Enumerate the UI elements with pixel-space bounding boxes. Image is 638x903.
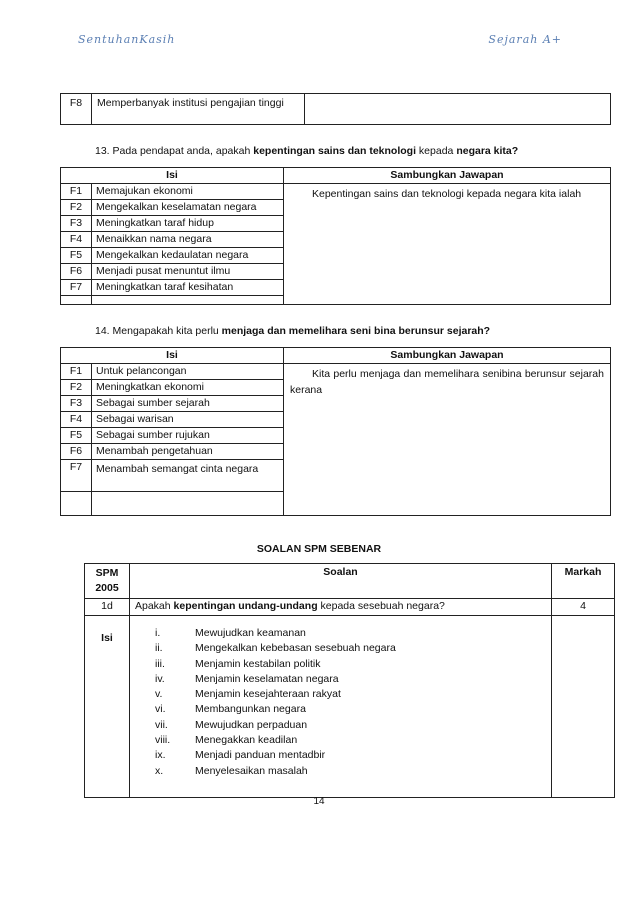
question-13 [95, 145, 518, 157]
table-row [61, 364, 611, 380]
row-text: Menaikkan nama negara [92, 232, 284, 248]
row-code: F7 [61, 280, 92, 296]
answer-list [130, 616, 552, 798]
row-text: Sebagai sumber rujukan [92, 428, 284, 444]
table-row [61, 184, 611, 200]
row-text: Sebagai sumber sejarah [92, 396, 284, 412]
q13-table [60, 167, 611, 305]
q13-bold1: kepentingan sains dan teknologi [253, 145, 417, 157]
f8-table [60, 93, 611, 125]
col-isi-header: Isi [61, 348, 284, 364]
q13-bold2: negara kita? [456, 145, 519, 157]
list-item: iv. Menjamin keselamatan negara [155, 672, 339, 685]
row-code: F3 [61, 216, 92, 232]
list-item: ii. Mengekalkan kebebasan sesebuah negara [155, 642, 396, 655]
col-jawapan-header: Sambungkan Jawapan [284, 348, 611, 364]
row-code: F6 [61, 264, 92, 280]
row-code: F3 [61, 396, 92, 412]
row-code: F2 [61, 200, 92, 216]
row-code: F4 [61, 412, 92, 428]
answer-cell: Kita perlu menjaga dan memelihara senibina berunsur sejarah kerana [284, 364, 611, 516]
row-code: F1 [61, 184, 92, 200]
row-code: F6 [61, 444, 92, 460]
q14-bold1: menjaga dan memelihara seni bina berunsur sejarah? [221, 325, 491, 337]
question-number: 1d [85, 599, 130, 616]
q13-middle: kepada [416, 145, 457, 157]
list-item: i. Mewujudkan keamanan [155, 627, 306, 639]
q13-prefix: 13. Pada pendapat anda, apakah [95, 145, 254, 157]
q14-table [60, 347, 611, 516]
question-14 [95, 325, 490, 337]
row-code: F5 [61, 248, 92, 264]
q-suffix: kepada sesebuah negara? [317, 600, 445, 612]
row-text: Mengekalkan keselamatan negara [92, 200, 284, 216]
row-code: F1 [61, 364, 92, 380]
question-row [85, 599, 615, 616]
page-number: 14 [313, 796, 325, 807]
row-text: Meningkatkan taraf kesihatan [92, 280, 284, 296]
col-jawapan-header: Sambungkan Jawapan [284, 168, 611, 184]
question-text [130, 599, 552, 616]
isi-label: Isi [85, 616, 130, 798]
row-text: Sebagai warisan [92, 412, 284, 428]
list-item: vi. Membangunkan negara [155, 703, 306, 716]
list-item: v. Menjamin kesejahteraan rakyat [155, 688, 341, 701]
answer-row [85, 616, 615, 798]
row-code: F4 [61, 232, 92, 248]
answer-markah [552, 616, 615, 798]
row-text: Memperbanyak institusi pengajian tinggi [92, 94, 305, 125]
spm-table [84, 563, 615, 798]
row-text: Menjadi pusat menuntut ilmu [92, 264, 284, 280]
list-item: ix. Menjadi panduan mentadbir [155, 749, 326, 762]
answer-cell: Kepentingan sains dan teknologi kepada negara kita ialah [284, 184, 611, 305]
row-text: Meningkatkan ekonomi [92, 380, 284, 396]
row-answer [305, 94, 611, 125]
q14-prefix: 14. Mengapakah kita perlu [95, 325, 222, 337]
col-soalan-header: Soalan [130, 564, 552, 599]
row-text: Menambah pengetahuan [92, 444, 284, 460]
list-item: iii. Menjamin kestabilan politik [155, 657, 321, 670]
table-row [61, 94, 611, 125]
row-text: Untuk pelancongan [92, 364, 284, 380]
header-left: SentuhanKasih [78, 33, 176, 46]
question-markah: 4 [552, 599, 615, 616]
list-item: x. Menyelesaikan masalah [155, 764, 308, 777]
row-code: F7 [61, 460, 92, 492]
row-code: F5 [61, 428, 92, 444]
row-code: F8 [61, 94, 92, 125]
row-text: Meningkatkan taraf hidup [92, 216, 284, 232]
row-text: Mengekalkan kedaulatan negara [92, 248, 284, 264]
col-isi-header: Isi [61, 168, 284, 184]
col-markah-header: Markah [552, 564, 615, 599]
col-year-header: SPM 2005 [85, 564, 130, 599]
header-right: Sejarah A+ [488, 33, 562, 46]
section-title: SOALAN SPM SEBENAR [256, 543, 382, 555]
row-code: F2 [61, 380, 92, 396]
q-bold: kepentingan undang-undang [173, 600, 318, 612]
row-text: Menambah semangat cinta negara [92, 460, 284, 492]
list-item: viii. Menegakkan keadilan [155, 734, 298, 747]
q-prefix: Apakah [135, 600, 174, 612]
list-item: vii. Mewujudkan perpaduan [155, 718, 308, 731]
row-text: Memajukan ekonomi [92, 184, 284, 200]
